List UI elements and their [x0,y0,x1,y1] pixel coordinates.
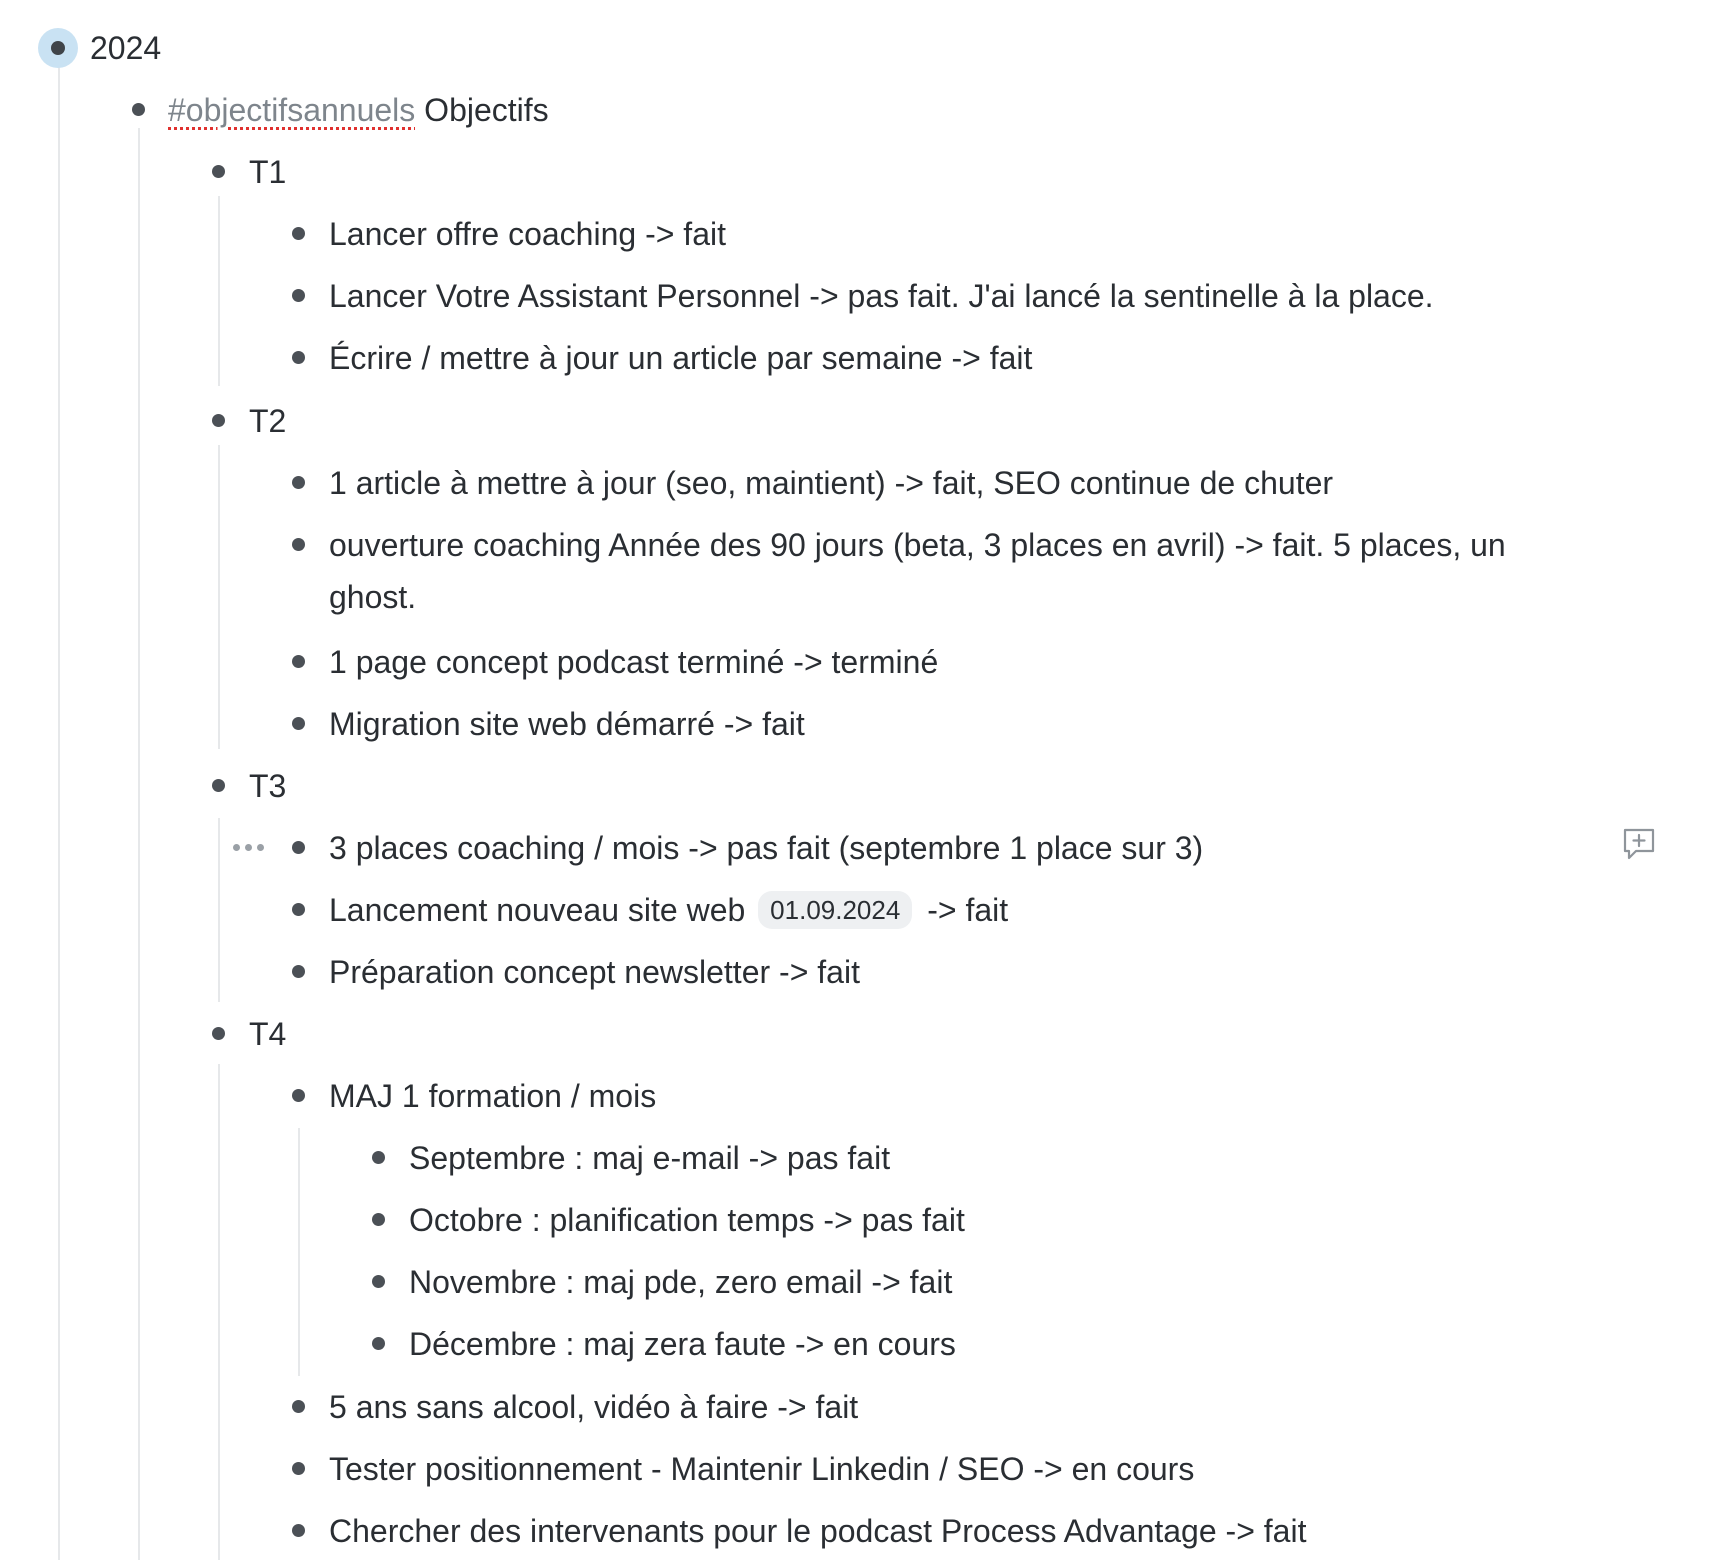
add-comment-icon[interactable] [1619,824,1659,864]
t2-item-text[interactable]: 1 page concept podcast terminé -> terminé [329,644,939,680]
t1-item [0,206,1710,262]
t2-item [0,696,1710,752]
t2-item-text[interactable]: 1 article à mettre à jour (seo, maintient) -> fait, SEO continue de chuter [329,465,1334,501]
maj-formation-child-bullet[interactable] [372,1337,385,1350]
t2-item [0,517,1710,625]
more-horizontal-icon[interactable] [233,844,264,851]
objectifsannuels-tag[interactable]: #objectifsannuels [168,92,416,128]
t3-bullet[interactable] [212,779,225,792]
objectifs-bullet[interactable] [132,103,145,116]
t2-item-text[interactable]: ouverture coaching Année des 90 jours (beta, 3 places en avril) -> fait. 5 places, un ghost. [329,527,1506,615]
maj-formation-child-text[interactable]: Septembre : maj e-mail -> pas fait [409,1140,891,1176]
t3-item-bullet[interactable] [292,965,305,978]
t1-label[interactable]: T1 [249,154,287,190]
t3-item-bullet[interactable] [292,841,305,854]
t2-item [0,634,1710,690]
t2-bullet[interactable] [212,414,225,427]
maj-formation-child-bullet[interactable] [372,1275,385,1288]
t2-item-text[interactable]: Migration site web démarré -> fait [329,706,805,742]
maj-formation-child-text[interactable]: Décembre : maj zera faute -> en cours [409,1326,956,1362]
t3-item-text-after: -> fait [927,892,1009,928]
t1-bullet[interactable] [212,165,225,178]
maj-formation-child [0,1192,1710,1248]
t1-item-text[interactable]: Écrire / mettre à jour un article par semaine -> fait [329,340,1033,376]
t2-item-bullet[interactable] [292,476,305,489]
t1-item-text[interactable]: Lancer offre coaching -> fait [329,216,726,252]
t2-item [0,455,1710,511]
maj-formation-child-text[interactable]: Novembre : maj pde, zero email -> fait [409,1264,953,1300]
t4-item [0,1503,1710,1559]
t2-item-bullet[interactable] [292,538,305,551]
t2-label[interactable]: T2 [249,403,287,439]
t3-item-text[interactable]: 3 places coaching / mois -> pas fait (septembre 1 place sur 3) [329,830,1204,866]
t3-item-text[interactable] [329,884,1008,936]
maj-formation-child [0,1316,1710,1372]
t1-item-text[interactable]: Lancer Votre Assistant Personnel -> pas fait. J'ai lancé la sentinelle à la place. [329,278,1434,314]
date-chip[interactable]: 01.09.2024 [758,891,912,929]
outline-root-2024 [0,20,1710,76]
t3-item-hovered [0,820,1710,876]
outline-quarter-t4 [0,1006,1710,1062]
t3-item-text[interactable]: Préparation concept newsletter -> fait [329,954,860,990]
t2-item-bullet[interactable] [292,655,305,668]
t4-item-text[interactable]: Chercher des intervenants pour le podcast Process Advantage -> fait [329,1513,1307,1549]
t4-item [0,1379,1710,1435]
t4-item-bullet[interactable] [292,1524,305,1537]
t4-label[interactable]: T4 [249,1016,287,1052]
t1-item [0,268,1710,324]
t3-item [0,944,1710,1000]
root-label[interactable]: 2024 [90,30,162,66]
t3-item [0,882,1710,938]
objectifs-label: Objectifs [424,92,549,128]
t4-item-text[interactable]: 5 ans sans alcool, vidéo à faire -> fait [329,1389,859,1425]
t4-item-bullet[interactable] [292,1400,305,1413]
maj-formation-child-bullet[interactable] [372,1151,385,1164]
t3-item-bullet[interactable] [292,903,305,916]
t4-item-text[interactable]: Tester positionnement - Maintenir Linkedin / SEO -> en cours [329,1451,1195,1487]
t4-item [0,1441,1710,1497]
outline-quarter-t3 [0,758,1710,814]
maj-formation-child-bullet[interactable] [372,1213,385,1226]
outline-quarter-t1 [0,144,1710,200]
t4-item-text[interactable]: MAJ 1 formation / mois [329,1078,657,1114]
maj-formation-child-text[interactable]: Octobre : planification temps -> pas fait [409,1202,965,1238]
t1-item-bullet[interactable] [292,351,305,364]
t1-item [0,330,1710,386]
t4-bullet[interactable] [212,1027,225,1040]
maj-formation-child [0,1254,1710,1310]
t1-item-bullet[interactable] [292,289,305,302]
outline-item-objectifs [0,82,1710,138]
t2-item-bullet[interactable] [292,717,305,730]
t3-label[interactable]: T3 [249,768,287,804]
root-focus-bullet[interactable] [38,28,78,68]
t4-item-bullet[interactable] [292,1462,305,1475]
outline-quarter-t2 [0,393,1710,449]
t4-item-maj-formation [0,1068,1710,1124]
t4-item-bullet[interactable] [292,1089,305,1102]
objectifs-line[interactable] [168,84,549,136]
maj-formation-child [0,1130,1710,1186]
t1-item-bullet[interactable] [292,227,305,240]
t3-item-text-before: Lancement nouveau site web [329,892,746,928]
